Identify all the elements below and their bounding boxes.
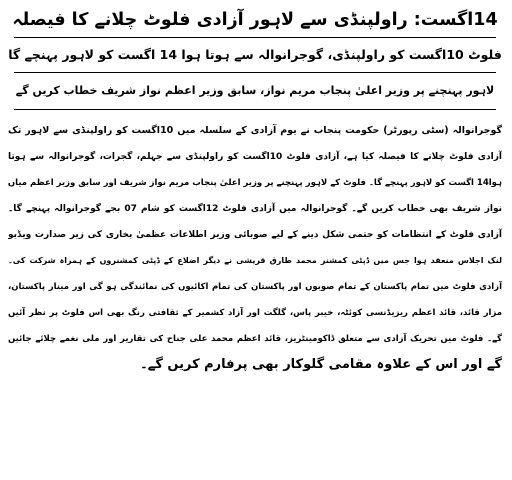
headline: 14اگست: راولپنڈی سے لاہور آزادی فلوٹ چلانے کا فیصلہ (12, 10, 498, 30)
body-line: نواز شریف بھی خطاب کریں گے۔ گوجرانوالہ میں آزادی فلوٹ 12اگست کو شام 07 بجے گوجرانوالہ پہنچے گا۔ (8, 204, 502, 214)
body-line: مزار قائد، قائد اعظم ریزیڈنسی کوئٹہ، خیبر پاس، گلگت اور آزاد کشمیر کے ثقافتی رنگ بھی اس فلوٹ پر نظر آئیں (8, 308, 502, 318)
body-line: آزادی فلوٹ کے انتظامات کو حتمی شکل دینے کے لیے صوبائی وزیر اطلاعات عظمیٰ بخاری کی زیر صدارت ویڈیو (8, 230, 502, 240)
body-line: آزادی فلوٹ چلانے کا فیصلہ کیا ہے، آزادی فلوٹ 10اگست کو راولپنڈی سے جہلم، گجرات، گوجرانوالہ سے ہوتا (8, 152, 502, 162)
body-line: گے اور اس کے علاوہ مقامی گلوکار بھی پرفارم کریں گے۔ (140, 357, 502, 372)
body-line: ہوا14 اگست کو لاہور پہنچے گا۔ فلوٹ کے لاہور پہنچنے پر وزیر اعلیٰ پنجاب مریم نواز شریف اور سابق وزیر اعظم میاں (8, 178, 502, 188)
body-line: گوجرانوالہ (سٹی رپورٹر) حکومت پنجاب نے یوم آزادی کے سلسلہ میں 10اگست کو راولپنڈی سے لاہور تک (8, 125, 502, 136)
subheadline-2: لاہور پہنچنے پر وزیر اعلیٰ پنجاب مریم نواز، سابق وزیر اعظم نواز شریف خطاب کریں گے (15, 84, 495, 97)
divider (14, 109, 496, 110)
body-line: آزادی فلوٹ میں تمام پاکستان کے تمام صوبوں اور پاکستان کی تمام اکائیوں کی نمائندگی ہو گی اور مینار پاکستان، (8, 282, 502, 292)
article-body (8, 118, 502, 378)
body-line: گے۔ فلوٹ میں تحریک آزادی سے متعلق ڈاکومینٹریز، قائد اعظم محمد علی جناح کی تقاریر اور ملی نغمے چلائے جائیں (8, 334, 502, 344)
subheadline-1: فلوٹ 10اگست کو راولپنڈی، گوجرانوالہ سے ہوتا ہوا 14 اگست کو لاہور پہنچے گا (8, 47, 502, 62)
body-line: لنک اجلاس منعقد ہوا جس میں ڈپٹی کمشنر محمد طارق قریشی نے دیگر اضلاع کے ڈپٹی کمشنروں کے ہمراہ شرکت کی۔ (8, 256, 502, 265)
